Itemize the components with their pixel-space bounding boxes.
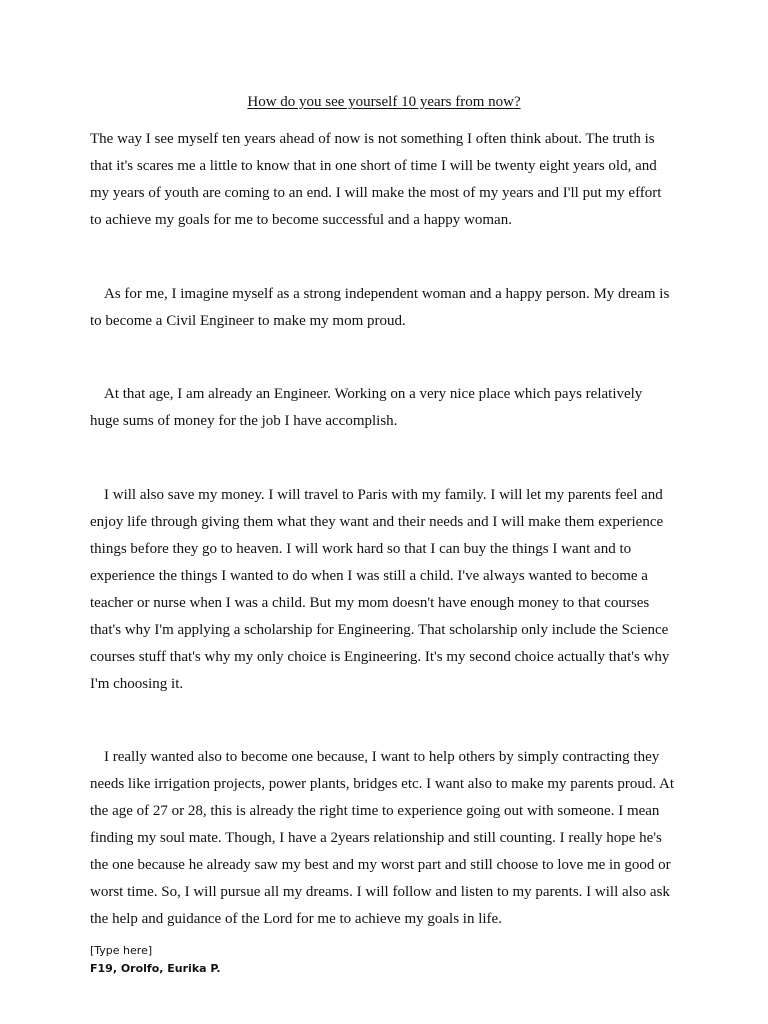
paragraph-line: things before they go to heaven. I will work hard so that I can buy the things I want and to [90,541,632,557]
paragraph-line: enjoy life through giving them what they want and their needs and I will make them experience [90,514,664,530]
paragraph-2 [90,281,690,335]
paragraph-line: worst time. So, I will pursue all my dreams. I will follow and listen to my parents. I will also ask [90,884,670,900]
footer-placeholder: [Type here] [90,944,153,957]
paragraph-line: As for me, I imagine myself as a strong independent woman and a happy person. My dream is [104,286,670,302]
paragraph-line: courses stuff that's why my only choice is Engineering. It's my second choice actually that's why [90,649,670,665]
paragraph-line: experience the things I wanted to do when I was still a child. I've always wanted to become a [90,568,648,584]
paragraph-4 [90,482,690,698]
paragraph-line: finding my soul mate. Though, I have a 2years relationship and still counting. I really hope he's [90,830,662,846]
paragraph-line: the one because he already saw my best and my worst part and still choose to love me in good or [90,857,671,873]
paragraph-line: I'm choosing it. [90,676,184,692]
paragraph-line: that it's scares me a little to know that in one short of time I will be twenty eight years old, and [90,158,657,174]
paragraph-line: I really wanted also to become one because, I want to help others by simply contracting they [104,749,660,765]
paragraph-line: to achieve my goals for me to become successful and a happy woman. [90,212,512,228]
footer-author: F19, Orolfo, Eurika P. [90,962,221,975]
paragraph-line: I will also save my money. I will travel to Paris with my family. I will let my parents feel and [104,487,663,503]
paragraph-line: the age of 27 or 28, this is already the right time to experience going out with someone. I mean [90,803,660,819]
paragraph-3 [90,381,690,435]
paragraph-line: At that age, I am already an Engineer. Working on a very nice place which pays relatively [104,386,643,402]
paragraph-line: The way I see myself ten years ahead of now is not something I often think about. The truth is [90,131,655,147]
paragraph-line: my years of youth are coming to an end. I will make the most of my years and I'll put my effort [90,185,662,201]
document-title: How do you see yourself 10 years from now? [247,94,521,110]
paragraph-line: the help and guidance of the Lord for me to achieve my goals in life. [90,911,502,927]
paragraph-line: teacher or nurse when I was a child. But my mom doesn't have enough money to that courses [90,595,650,611]
paragraph-line: huge sums of money for the job I have accomplish. [90,413,398,429]
paragraph-line: that's why I'm applying a scholarship for Engineering. That scholarship only include the Science [90,622,669,638]
paragraph-5 [90,744,690,933]
paragraph-line: to become a Civil Engineer to make my mom proud. [90,313,406,329]
paragraph-1 [90,126,690,234]
paragraph-line: needs like irrigation projects, power plants, bridges etc. I want also to make my parents proud. At [90,776,675,792]
